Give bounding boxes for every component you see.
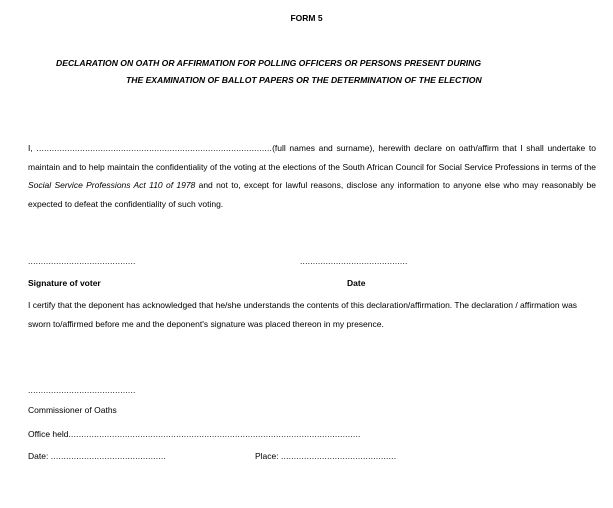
- office-held-row: [28, 429, 361, 439]
- voter-signature-line[interactable]: ..........................................: [28, 256, 136, 266]
- act-reference: Social Service Professions Act 110 of 1978: [28, 180, 196, 191]
- declaration-prefix: I,: [28, 143, 33, 153]
- voter-date-line[interactable]: ..........................................: [300, 256, 408, 266]
- form-heading-line-1: DECLARATION ON OATH OR AFFIRMATION FOR POLLING OFFICERS OR PERSONS PRESENT DURING: [56, 58, 482, 68]
- signature-of-voter-label: Signature of voter: [28, 278, 101, 288]
- declaration-paragraph: [28, 139, 596, 213]
- commissioner-place-row: [255, 451, 396, 461]
- declaration-text-part2: and not to, except for lawful reasons, disclose any information to anyone else who may reasonably be expected to defeat the confidentiality of such voting.: [28, 180, 597, 209]
- commissioner-date-label: Date:: [28, 451, 49, 461]
- certification-paragraph: I certify that the deponent has acknowledged that he/she understands the contents of this declaration/affirmation. The declaration / affirmation was sworn to/affirmed before me and the deponent's signature was placed thereon in my presence.: [28, 300, 578, 329]
- full-name-blank[interactable]: ............................................................................................: [36, 143, 273, 153]
- commissioner-signature-line[interactable]: ..........................................: [28, 385, 136, 395]
- office-held-label: Office held: [28, 429, 69, 439]
- form-heading-line-2: THE EXAMINATION OF BALLOT PAPERS OR THE DETERMINATION OF THE ELECTION: [126, 75, 482, 85]
- commissioner-date-blank[interactable]: .............................................: [50, 451, 166, 461]
- commissioner-place-label: Place:: [255, 451, 279, 461]
- commissioner-place-blank[interactable]: .............................................: [281, 451, 397, 461]
- voter-date-label: Date: [347, 278, 366, 288]
- commissioner-date-row: [28, 451, 166, 461]
- declaration-text-part1: (full names and surname), herewith declare on oath/affirm that I shall undertake to maintain and to help maintain the confidentiality of the voting at the elections of the South African Council for Social Service Professions in terms of the: [28, 143, 596, 172]
- commissioner-of-oaths-label: Commissioner of Oaths: [28, 405, 117, 415]
- form-number: FORM 5: [290, 13, 323, 23]
- office-held-blank[interactable]: ..................................................................................................................: [68, 429, 361, 439]
